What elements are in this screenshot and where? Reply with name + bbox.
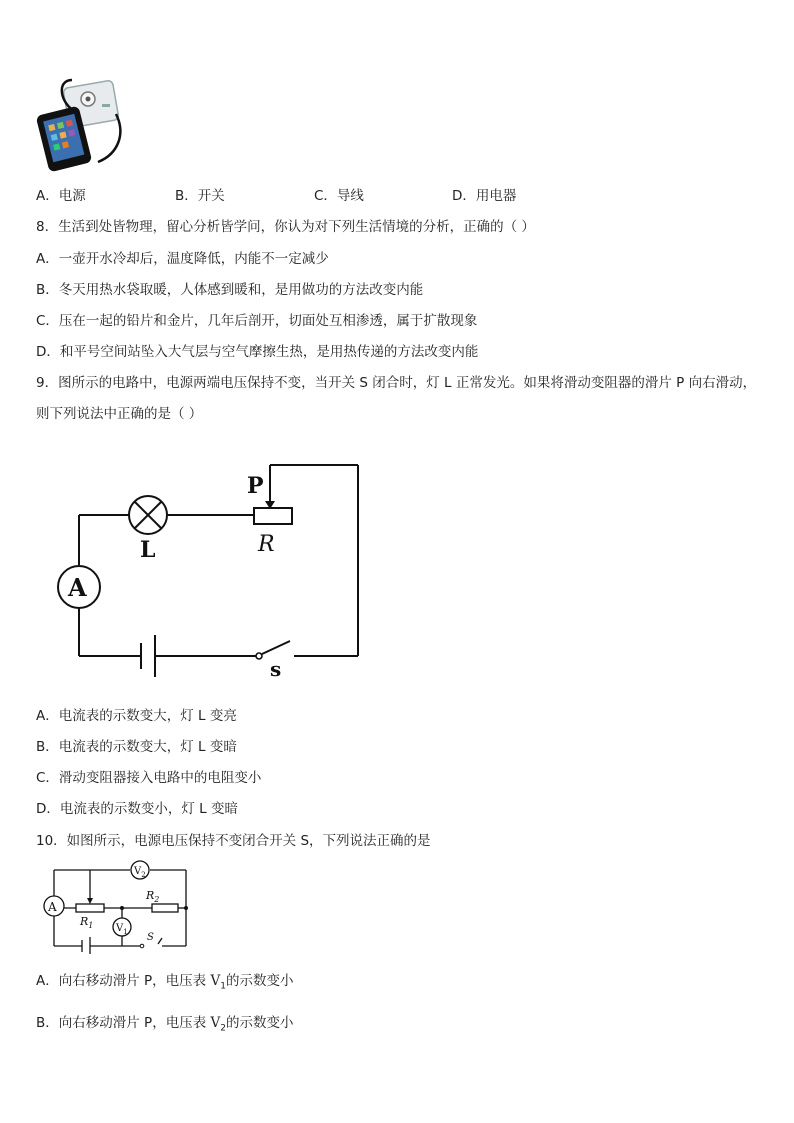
label-v2: $V_2$	[134, 866, 146, 879]
q10-option-b	[36, 1014, 293, 1038]
q9-option-c: C．滑动变阻器接入电路中的电阻变小	[36, 770, 262, 786]
q10-option-a-sub: 1	[220, 981, 226, 992]
q10-option-b-sub: 2	[220, 1023, 226, 1034]
label-r: R	[258, 532, 275, 557]
q10-option-a	[36, 972, 293, 996]
power-bank-phone-image	[36, 74, 132, 178]
q10-circuit-diagram	[36, 858, 196, 954]
q7-option-a: A．电源	[36, 188, 86, 204]
q9-option-b: B．电流表的示数变大，灯 L 变暗	[36, 739, 237, 755]
label-l: L	[140, 537, 156, 563]
label-r2: $R_2$	[146, 889, 160, 904]
q8-option-b: B．冬天用热水袋取暖，人体感到暖和，是用做功的方法改变内能	[36, 282, 424, 298]
q10-option-a-suffix: 的示数变小	[225, 973, 294, 989]
q10-option-b-meter: V	[210, 1015, 221, 1031]
q10-option-a-prefix: A．向右移动滑片 P，电压表	[36, 973, 211, 989]
q10-option-b-prefix: B．向右移动滑片 P，电压表	[36, 1015, 211, 1031]
q8-option-c: C．压在一起的铅片和金片，几年后剖开，切面处互相渗透，属于扩散现象	[36, 313, 478, 329]
label-a: A	[68, 573, 87, 602]
q8-option-d: D．和平号空间站坠入大气层与空气摩擦生热，是用热传递的方法改变内能	[36, 344, 479, 360]
q9-stem-line2: 则下列说法中正确的是（ ）	[36, 406, 203, 422]
q10-option-a-meter: V	[210, 973, 221, 989]
q10-option-b-suffix: 的示数变小	[225, 1015, 294, 1031]
q7-option-d: D．用电器	[452, 188, 517, 204]
q8-option-a: A．一壶开水冷却后，温度降低，内能不一定减少	[36, 251, 329, 267]
label-s-small: S	[147, 932, 154, 943]
q9-stem-line1: 9．图所示的电路中，电源两端电压保持不变，当开关 S 闭合时，灯 L 正常发光。如果将滑动变阻器的滑片 P 向右滑动，	[36, 375, 757, 391]
q8-stem: 8．生活到处皆物理，留心分析皆学问，你认为对下列生活情境的分析，正确的（ ）	[36, 219, 535, 235]
label-s: s	[270, 657, 282, 681]
label-a-small: A	[48, 900, 57, 914]
label-p: P	[247, 473, 264, 499]
q10-stem: 10．如图所示，电源电压保持不变闭合开关 S，下列说法正确的是	[36, 833, 431, 849]
q9-option-d: D．电流表的示数变小，灯 L 变暗	[36, 801, 238, 817]
q9-option-a: A．电流表的示数变大，灯 L 变亮	[36, 708, 237, 724]
label-v1: $V_1$	[116, 923, 128, 936]
q7-option-c: C．导线	[314, 188, 364, 204]
label-r1: $R_1$	[80, 915, 94, 930]
q9-circuit-diagram	[44, 455, 374, 690]
q7-option-b: B．开关	[175, 188, 225, 204]
rheostat-symbol	[254, 508, 292, 524]
